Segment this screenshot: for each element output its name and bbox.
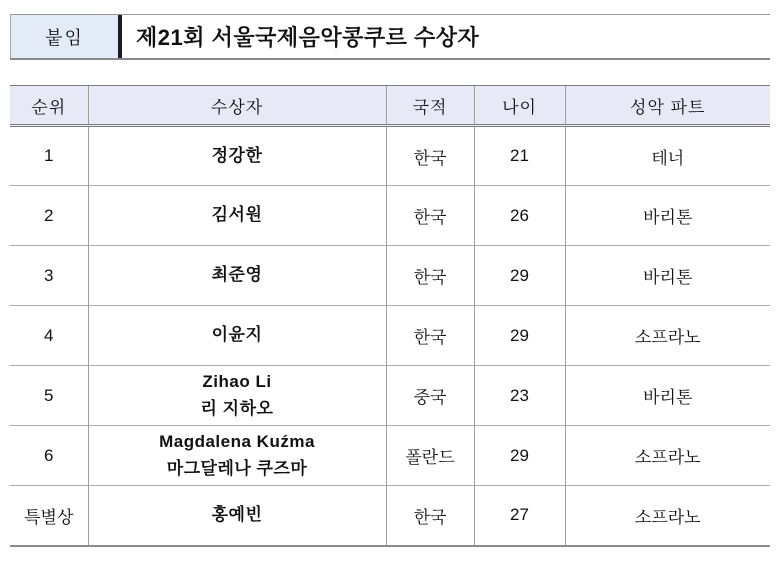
winners-table-wrap xyxy=(10,85,770,547)
table-row xyxy=(10,306,770,366)
nationality-cell: 중국 xyxy=(386,366,474,426)
header-age: 나이 xyxy=(474,86,565,126)
table-row xyxy=(10,366,770,426)
winner-name: 정강한 xyxy=(211,145,263,165)
winner-cell xyxy=(88,126,386,186)
table-header-row xyxy=(10,86,770,126)
nationality-cell: 한국 xyxy=(386,186,474,246)
nationality-cell: 한국 xyxy=(386,486,474,546)
age-cell: 21 xyxy=(474,126,565,186)
document-title: 제21회 서울국제음악콩쿠르 수상자 xyxy=(136,25,480,50)
winner-name: Magdalena Kuźma 마그달레나 쿠즈마 xyxy=(159,432,315,478)
age-cell: 29 xyxy=(474,426,565,486)
winner-name: 김서원 xyxy=(211,205,263,225)
rank-cell: 3 xyxy=(10,246,88,306)
rank-cell: 특별상 xyxy=(10,486,88,546)
header-rank: 순위 xyxy=(10,86,88,126)
part-cell: 바리톤 xyxy=(565,246,770,306)
nationality-cell: 한국 xyxy=(386,126,474,186)
table-row xyxy=(10,426,770,486)
winner-cell xyxy=(88,426,386,486)
age-cell: 29 xyxy=(474,306,565,366)
header-nationality: 국적 xyxy=(386,86,474,126)
winner-cell xyxy=(88,186,386,246)
part-cell: 소프라노 xyxy=(565,426,770,486)
header-winner: 수상자 xyxy=(88,86,386,126)
rank-cell: 1 xyxy=(44,146,54,165)
winner-name: 최준영 xyxy=(211,265,263,285)
age-cell: 29 xyxy=(474,246,565,306)
nationality-cell: 한국 xyxy=(386,306,474,366)
winner-cell xyxy=(88,486,386,546)
rank-cell: 5 xyxy=(10,366,88,426)
header-part: 성악 파트 xyxy=(565,86,770,126)
attachment-label: 붙임 xyxy=(45,27,84,48)
table-row xyxy=(10,246,770,306)
winner-cell xyxy=(88,246,386,306)
age-cell: 26 xyxy=(474,186,565,246)
rank-cell: 2 xyxy=(10,186,88,246)
table-row xyxy=(10,186,770,246)
winners-table xyxy=(10,85,770,547)
winner-name: 홍예빈 xyxy=(211,505,263,525)
attachment-band xyxy=(10,14,770,60)
winner-name: Zihao Li 리 지하오 xyxy=(200,372,274,418)
table-row xyxy=(10,126,770,186)
part-cell: 바리톤 xyxy=(565,366,770,426)
winner-cell xyxy=(88,306,386,366)
winner-cell xyxy=(88,366,386,426)
part-cell: 바리톤 xyxy=(565,186,770,246)
part-cell: 소프라노 xyxy=(565,306,770,366)
rank-cell: 6 xyxy=(10,426,88,486)
part-cell: 소프라노 xyxy=(565,486,770,546)
table-row xyxy=(10,486,770,546)
part-cell: 테너 xyxy=(565,126,770,186)
rank-cell: 4 xyxy=(10,306,88,366)
age-cell: 23 xyxy=(474,366,565,426)
nationality-cell: 한국 xyxy=(386,246,474,306)
age-cell: 27 xyxy=(474,486,565,546)
nationality-cell: 폴란드 xyxy=(386,426,474,486)
attachment-label-box xyxy=(10,15,118,58)
winner-name: 이윤지 xyxy=(211,325,263,345)
